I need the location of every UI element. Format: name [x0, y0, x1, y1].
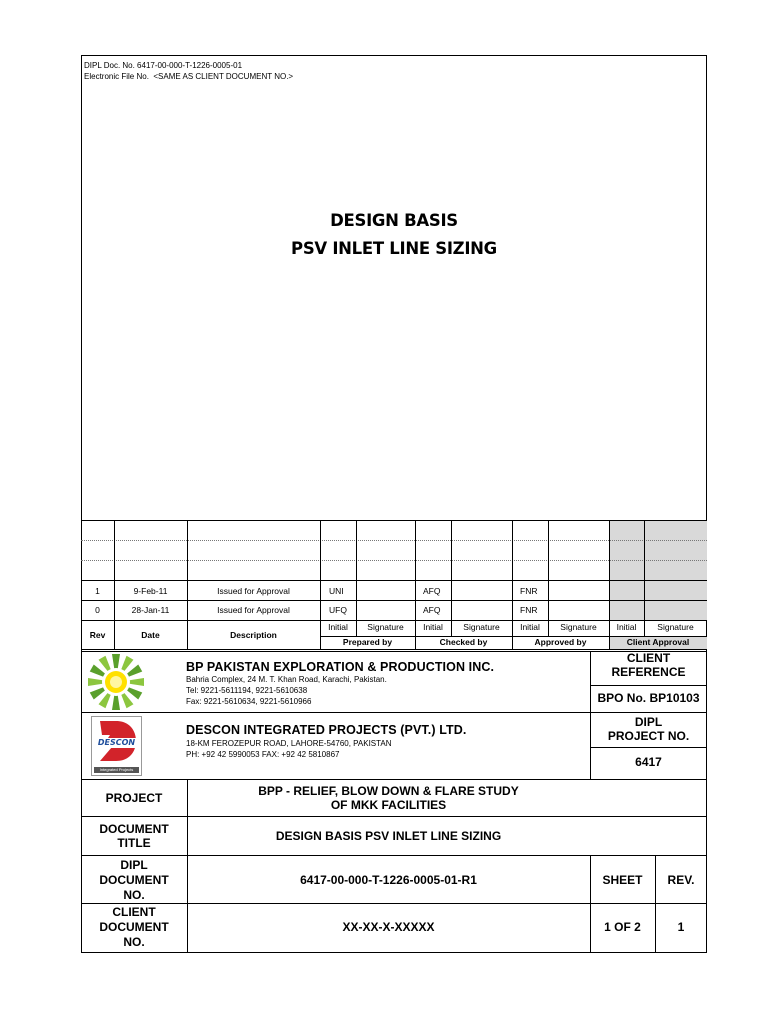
signature-header: Signature [463, 622, 500, 632]
approved-initial-cell: FNR [520, 605, 538, 615]
client-fax: Fax: 9221-5610634, 9221-5610966 [186, 697, 312, 706]
date-header: Date [141, 630, 160, 640]
client-document-no-label: CLIENT DOCUMENT NO. [99, 905, 169, 949]
rev-cell: 0 [95, 605, 100, 615]
contractor-company-name: DESCON INTEGRATED PROJECTS (PVT.) LTD. [186, 723, 467, 737]
prepared-initial-cell: UFQ [329, 605, 347, 615]
date-cell: 28-Jan-11 [131, 605, 170, 615]
title-line-2: PSV INLET LINE SIZING [291, 239, 497, 258]
dipl-project-no-value: 6417 [635, 755, 662, 769]
document-title-label: DOCUMENT TITLE [99, 822, 169, 850]
contractor-address: 18-KM FEROZEPUR ROAD, LAHORE-54760, PAKISTAN [186, 739, 392, 748]
prepared-initial-cell: UNI [329, 586, 344, 596]
signature-header: Signature [367, 622, 404, 632]
bp-logo-icon [86, 652, 146, 712]
dipl-project-no-label: DIPL PROJECT NO. [607, 715, 690, 743]
document-frame [81, 55, 707, 953]
project-label: PROJECT [105, 791, 163, 805]
client-approval-header: Client Approval [626, 637, 690, 647]
initial-header: Initial [616, 622, 637, 632]
checked-by-header: Checked by [439, 637, 488, 647]
rev-header: Rev [89, 630, 106, 640]
checked-initial-cell: AFQ [423, 586, 441, 596]
initial-header: Initial [423, 622, 443, 632]
dipl-document-no-label: DIPL DOCUMENT NO. [99, 858, 169, 902]
dipl-doc-no: DIPL Doc. No. 6417-00-000-T-1226-0005-01 [84, 61, 243, 70]
project-value: BPP - RELIEF, BLOW DOWN & FLARE STUDY OF MKK FACILITIES [258, 784, 519, 812]
checked-initial-cell: AFQ [423, 605, 441, 615]
rev-cell: 1 [95, 586, 100, 596]
signature-header: Signature [560, 622, 597, 632]
electronic-file-no: Electronic File No. <SAME AS CLIENT DOCUMENT NO.> [84, 72, 294, 81]
sheet-label: SHEET [602, 873, 643, 887]
descon-logo-subtext: Integrated Projects [94, 767, 139, 773]
client-document-no-value: XX-XX-X-XXXXX [342, 920, 435, 934]
initial-header: Initial [328, 622, 348, 632]
description-cell: Issued for Approval [217, 605, 290, 615]
rev-label: REV. [667, 873, 695, 887]
description-header: Description [230, 630, 277, 640]
dipl-document-no-value: 6417-00-000-T-1226-0005-01-R1 [300, 873, 477, 887]
date-cell: 9-Feb-11 [133, 586, 168, 596]
client-tel: Tel: 9221-5611194, 9221-5610638 [186, 686, 308, 695]
document-title-value: DESIGN BASIS PSV INLET LINE SIZING [275, 829, 502, 843]
approved-initial-cell: FNR [520, 586, 538, 596]
prepared-by-header: Prepared by [342, 637, 393, 647]
title-line-1: DESIGN BASIS [330, 211, 458, 230]
initial-header: Initial [520, 622, 540, 632]
client-reference-value: BPO No. BP10103 [597, 691, 700, 705]
descon-logo-text: DESCON [97, 738, 136, 747]
client-reference-label: CLIENT REFERENCE [611, 651, 686, 679]
description-cell: Issued for Approval [217, 586, 290, 596]
contractor-phone-fax: PH: +92 42 5990053 FAX: +92 42 5810867 [186, 750, 340, 759]
client-company-name: BP PAKISTAN EXPLORATION & PRODUCTION INC. [186, 660, 495, 674]
signature-header: Signature [657, 622, 694, 632]
client-address: Bahria Complex, 24 M. T. Khan Road, Karachi, Pakistan. [186, 675, 387, 684]
sheet-value: 1 OF 2 [604, 920, 641, 934]
descon-logo-icon [91, 716, 142, 776]
approved-by-header: Approved by [534, 637, 587, 647]
client-approval-shade [609, 520, 707, 620]
rev-value: 1 [677, 920, 685, 934]
